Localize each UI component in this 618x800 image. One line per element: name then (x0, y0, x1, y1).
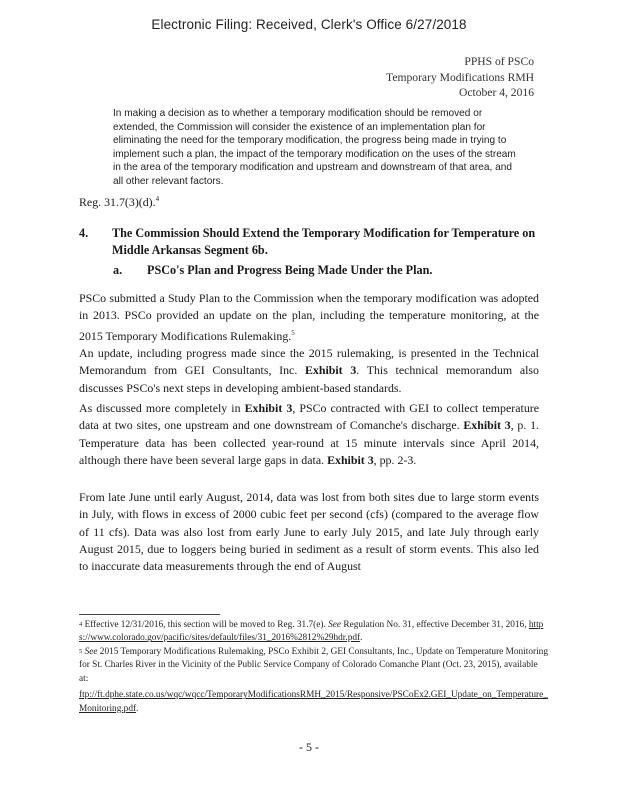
page-number: - 5 - (299, 740, 319, 754)
footnote-separator (79, 614, 220, 615)
citation-text: Reg. 31.7(3)(d). (79, 194, 156, 209)
footnote-5-url-line: ftp://ft.dphe.state.co.us/wqc/wqcc/TemporaryModificationsRMH_2015/Responsive/PSCoEx2.GEI_Update_on_Temperature_Monitoring.pdf. (79, 690, 548, 714)
subsection-heading-a (113, 263, 432, 278)
paragraph-update: An update, including progress made since the 2015 rulemaking, is presented in the Technical Memorandum from GEI Consultants, Inc. Exhibit 3. This technical memorandum also discusses PSCo's next steps in developing ambient-based standards. (79, 346, 539, 395)
header-line-date: October 4, 2016 (458, 86, 534, 99)
header-line-party: PPHS of PSCo (464, 55, 534, 68)
electronic-filing-stamp: Electronic Filing: Received, Clerk's Office 6/27/2018 (151, 17, 467, 32)
exhibit-reference: Exhibit 3 (463, 418, 511, 433)
document-header (386, 54, 534, 101)
footnote-link[interactable]: https://www.colorado.gov/pacific/sites/default/files/31_2016%2812%29hdr.pdf (79, 620, 544, 644)
paragraph-gei-data: As discussed more completely in Exhibit 3, PSCo contracted with GEI to collect temperature data at two sites, one upstream and one downstream of Comanche's discharge. Exhibit 3, p. 1. Temperature data has been collected year-round at 15 minute intervals since April 2014, although there have been several large gaps in data. Exhibit 3, pp. 2-3. (79, 401, 540, 467)
footnote-5: $^5$ See 2015 Temporary Modifications Rulemaking, PSCo Exhibit 2, GEI Consultants, Inc., Update on Temperature Monitoring for St. Charles River in the Vicinity of the Public Service Company of Colorado Comanche Plant (Oct. 23, 2015), available at: ftp://ft.dphe.state.co.us/wqc/wqcc/TemporaryModificationsRMH_2015/Responsive/PSCoEx2.GEI_Update_on_Temperature_Monitoring.pdf. (79, 646, 549, 716)
paragraph-study-plan (79, 290, 539, 345)
paragraph-text: PSCo submitted a Study Plan to the Commission when the temporary modification was adopted in 2013. PSCo provided an update on the plan, including the temperature monitoring, at the 2015 Temporary Modifications Rulemaking. (79, 291, 539, 343)
footnote-ref-5[interactable]: 5 (291, 328, 295, 337)
footnote-number: 5 (79, 648, 83, 655)
paragraph-data-loss: From late June until early August, 2014, data was lost from both sites due to large storm events in July, with flows in excess of 2000 cubic feet per second (cfs) (compared to the average flow of 11 cfs). Data was also lost from early June to early July 2015, and late July through early August 2015, due to loggers being buried in sediment as a result of storm events. This also led to inaccurate data measurements through the end of August (79, 490, 539, 574)
block-quote: In making a decision as to whether a temporary modification should be removed or extended, the Commission will consider the existence of an implementation plan for eliminating the need for the temporary modification, the progress being made in trying to implement such a plan, the impact of the temporary modification on the uses of the stream in the area of the temporary modification and upstream and downstream of that area, and all other relevant factors. (113, 108, 516, 187)
section-heading-4 (79, 225, 549, 259)
section-number: 4. (79, 226, 89, 240)
exhibit-reference: Exhibit 3 (304, 363, 357, 378)
header-line-proceeding: Temporary Modifications RMH (386, 70, 534, 84)
subsection-title: PSCo's Plan and Progress Being Made Under the Plan. (147, 263, 433, 277)
footnote-number: 4 (79, 621, 83, 628)
exhibit-reference: Exhibit 3 (327, 452, 374, 467)
footnote-ref-4[interactable]: 4 (155, 195, 160, 203)
citation-line (79, 191, 539, 211)
footnote-4: $^4$ Effective 12/31/2016, this section will be moved to Reg. 31.7(e). See Regulation No. 31, effective December 31, 2016, https://www.colorado.gov/pacific/sites/default/files/31_2016%2812%29hdr.pdf. (79, 620, 544, 644)
footnote-link[interactable]: ftp://ft.dphe.state.co.us/wqc/wqcc/TemporaryModificationsRMH_2015/Responsive/PSCoEx2.GEI_Update_on_Temperature_Monitoring.pdf (79, 690, 548, 714)
section-title: The Commission Should Extend the Temporary Modification for Temperature on Middle Arkansas Segment 6b. (112, 226, 536, 257)
subsection-letter: a. (113, 263, 123, 277)
exhibit-reference: Exhibit 3 (244, 401, 293, 415)
